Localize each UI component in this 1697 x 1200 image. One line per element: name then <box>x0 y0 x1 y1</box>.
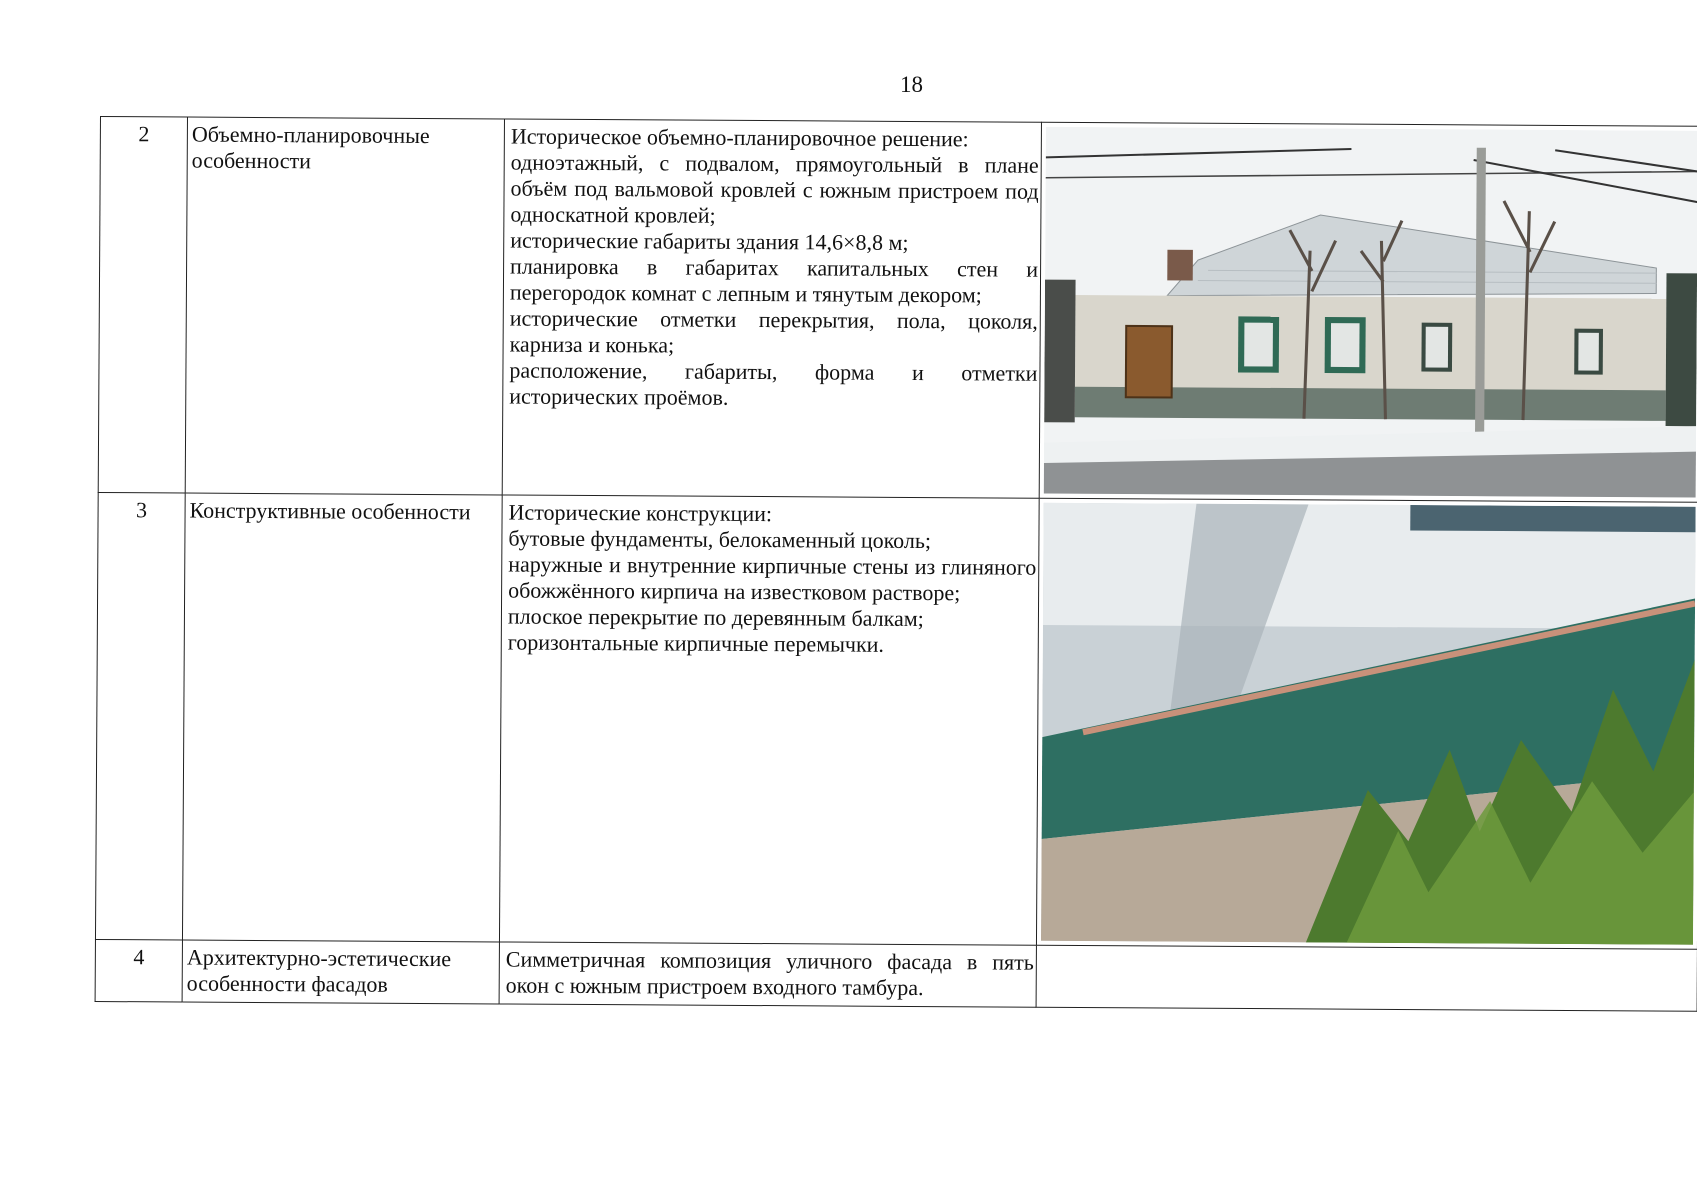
feature-description <box>499 942 1036 1007</box>
wall-detail-photo <box>1041 503 1696 945</box>
description-title: Исторические конструкции: <box>508 499 773 526</box>
photo-cell <box>1039 122 1697 502</box>
description-line: исторические габариты здания 14,6×8,8 м; <box>510 227 909 255</box>
description-title: Историческое объемно-планировочное решение: <box>510 123 969 152</box>
table-row <box>95 939 1697 1011</box>
feature-name: Конструктивные особенности <box>182 493 502 942</box>
photo-cell <box>1036 945 1697 1011</box>
row-number: 2 <box>98 117 187 493</box>
description-line: плоское перекрытие по деревянным балкам; <box>507 603 924 631</box>
feature-description <box>499 495 1039 945</box>
description-line: бутовые фундаменты, белокаменный цоколь; <box>508 525 932 553</box>
page-number: 18 <box>900 72 923 97</box>
description-line: расположение, габариты, форма и отметки исторических проёмов. <box>509 357 1038 410</box>
description-line: исторические отметки перекрытия, пола, цоколя, карниза и конька; <box>509 305 1038 358</box>
description-line: горизонтальные кирпичные перемычки. <box>507 629 885 657</box>
feature-name: Архитектурно-эстетические особенности фасадов <box>182 940 499 1004</box>
description-line: планировка в габаритах капитальных стен и перегородок комнат с лепным и тянутым декором; <box>509 253 1039 308</box>
row-number: 3 <box>95 492 185 940</box>
table-row <box>98 117 1697 503</box>
feature-description <box>502 119 1041 498</box>
house-facade-photo <box>1044 127 1697 498</box>
description-line: наружные и внутренние кирпичные стены из глиняного обожжённого кирпича на известковом растворе; <box>508 551 1037 606</box>
table-row <box>95 492 1697 949</box>
row-number: 4 <box>95 939 182 1002</box>
features-table <box>95 116 1697 1012</box>
feature-name: Объемно-планировочные особенности <box>185 117 504 495</box>
description-title: Симметричная композиция уличного фасада в пять окон с южным пристроем входного тамбура. <box>505 946 1034 1000</box>
photo-cell <box>1036 498 1697 949</box>
description-line: одноэтажный, с подвалом, прямоугольный в плане объём под вальмовой кровлей с южным пристроем под односкатной кровлей; <box>510 149 1039 228</box>
